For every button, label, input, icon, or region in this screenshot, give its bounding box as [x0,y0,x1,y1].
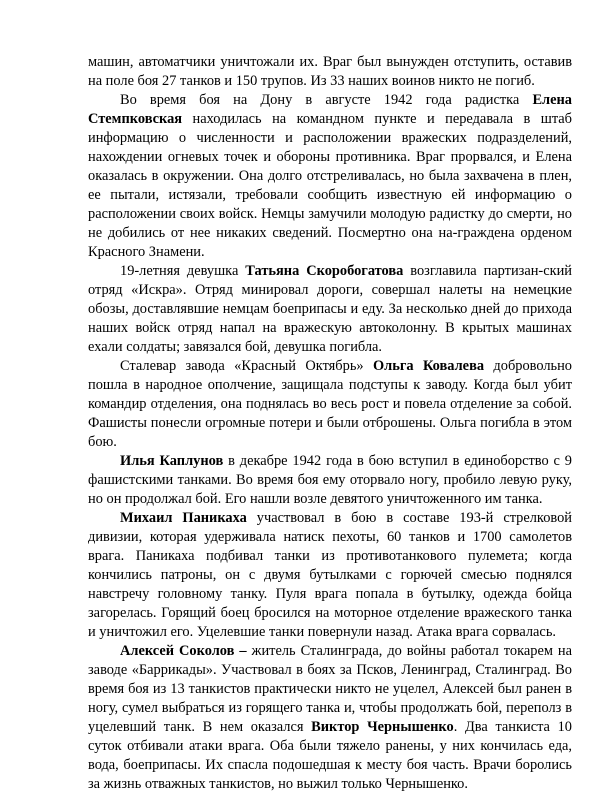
paragraph-text: добровольно пошла в народное ополчение, защищала подступы к заводу. Когда был убит командир отделения, она поднялась во весь рост и повела отделение за собой. Фашисты понесли огромные потери и были отброшены. Ольга погибла в этом бою. [88,358,573,450]
paragraph-4 [88,357,572,452]
person-name: Елена Стемпковская [88,92,572,127]
person-name: Виктор Чернышенко [311,719,454,735]
person-name: Михаил Паникаха [120,510,247,526]
paragraph-text: Сталевар завода «Красный Октябрь» [120,358,373,374]
paragraph-2 [88,91,572,262]
paragraph-3 [88,262,572,357]
paragraph-text: находилась на командном пункте и передавала в штаб информацию о численности и расположении вражеских подразделений, нахождении огневых точек и обороны противника. Враг прорвался, и Елена оказалась в окружении. Она долго отстреливалась, но была захвачена в плен, ее пытали, истязали, требовали сообщить известную ей информацию о расположении своих войск. Немцы замучили молодую радистку до смерти, но не добились от нее никаких сведений. Посмертно она на-граждена орденом Красного Знамени. [88,111,572,260]
paragraph-1 [88,53,572,91]
document-page [88,53,572,794]
paragraph-5 [88,452,572,509]
paragraph-text: участвовал в бою в составе 193-й стрелковой дивизии, которая удерживала натиск пехоты, 60 танков и 1700 самолетов врага. Паникаха подбивал танки из противотанкового пулемета; когда кончились патроны, он с двумя бутылками с горючей смесью поднялся навстречу головному танку. Пуля врага попала в бутылку, одежда бойца загорелась. Горящий боец бросился на моторное отделение вражеского танка и уничтожил его. Уцелевшие танки повернули назад. Атака врага сорвалась. [88,510,572,640]
paragraph-text: 19-летняя девушка [120,263,246,279]
person-name: Татьяна Скоробогатова [245,263,404,279]
person-name: Ольга Ковалева [372,358,485,374]
person-name: Алексей Соколов – [120,643,247,659]
paragraph-text: . Два танкиста 10 суток отбивали атаки врага. Оба были тяжело ранены, у них кончилась еда, вода, боеприпасы. Их спасла подошедшая к месту боя часть. Врачи боролись за жизнь отважных танкистов, но выжил только Чернышенко. [88,719,572,792]
paragraph-6 [88,509,572,642]
paragraph-text: Во время боя на Дону в августе 1942 года радистка [120,92,533,108]
paragraph-text: машин, автоматчики уничтожали их. Враг был вынужден отступить, оставив на поле боя 27 танков и 150 трупов. Из 33 наших воинов никто не погиб. [88,54,572,89]
person-name: Илья Каплунов [120,453,224,469]
paragraph-text: житель Сталинграда, до войны работал токарем на заводе «Баррикады». Участвовал в боях за Псков, Ленинград, Сталинград. Во время боя из 13 танкистов практически никто не уцелел, Алексей был ранен в ногу, сумел выбраться из горящего танка и, чтобы продолжать бой, переполз в уцелевший танк. В нем оказался [88,643,573,735]
paragraph-7 [88,642,572,794]
paragraph-text: возглавила партизан-ский отряд «Искра». Отряд минировал дороги, совершал налеты на немецкие обозы, доставлявшие немцам боеприпасы и еду. За несколько дней до прихода наших войск отряд напал на вражескую автоколонну. В крытых машинах ехали солдаты; завязался бой, девушка погибла. [88,263,572,355]
paragraph-text: в декабре 1942 года в бою вступил в единоборство с 9 фашистскими танками. Во время боя ему оторвало ногу, пробило левую руку, но он продолжал бой. Его нашли возле девятого уничтоженного им танка. [88,453,572,507]
